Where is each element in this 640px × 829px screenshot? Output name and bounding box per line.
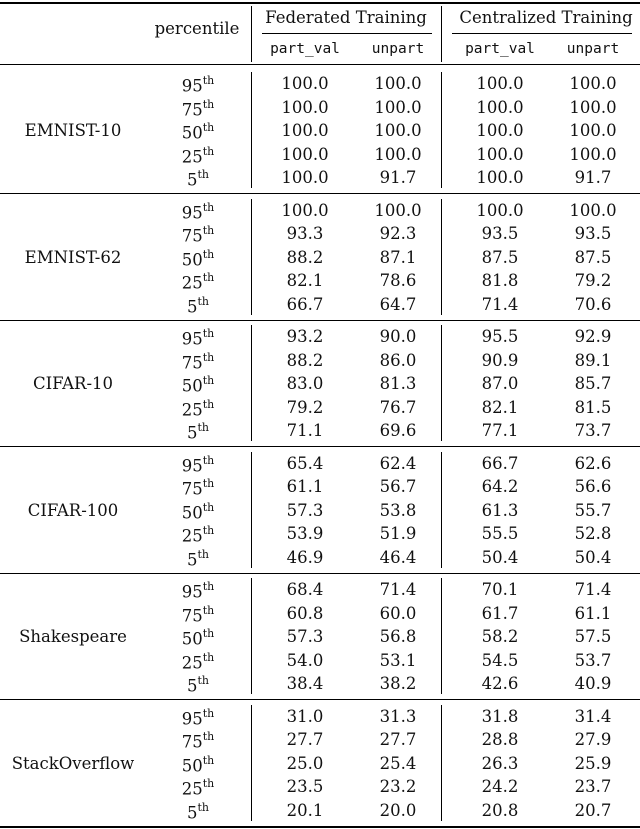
table-cell: 50.4 — [481, 547, 519, 567]
percentile-number: 95 — [181, 456, 203, 475]
vertical-rule — [441, 452, 442, 568]
percentile-label — [181, 453, 215, 475]
percentile-suffix: th — [202, 271, 215, 284]
table-cell: 64.2 — [481, 477, 519, 496]
percentile-suffix: th — [202, 327, 215, 340]
percentile-suffix: th — [197, 674, 210, 687]
table-cell: 56.7 — [379, 477, 417, 496]
table-cell: 53.1 — [379, 650, 417, 670]
header-group-centralized: Centralized Training — [459, 8, 633, 27]
percentile-label — [182, 779, 215, 798]
percentile-suffix: th — [202, 374, 215, 387]
percentile-number: 95 — [181, 709, 203, 728]
table-cell: 100.0 — [569, 74, 617, 93]
table-cell: 56.6 — [574, 477, 612, 496]
percentile-number: 5 — [186, 297, 198, 316]
percentile-suffix: th — [202, 247, 215, 261]
vertical-rule — [441, 705, 442, 821]
percentile-suffix: th — [202, 627, 215, 640]
table-cell: 95.5 — [481, 327, 519, 346]
table-cell: 61.7 — [481, 603, 519, 623]
table-cell: 57.3 — [286, 627, 324, 646]
percentile-number: 75 — [181, 479, 203, 499]
percentile-suffix: th — [202, 706, 215, 720]
percentile-label — [187, 170, 209, 189]
table-cell: 91.7 — [379, 168, 417, 187]
table-cell: 91.7 — [574, 168, 612, 187]
table-cell: 82.1 — [286, 271, 324, 290]
table-cell: 100.0 — [281, 200, 329, 220]
table-cell: 76.7 — [379, 397, 417, 417]
percentile-number: 75 — [181, 100, 203, 119]
table-cell: 58.2 — [481, 627, 519, 646]
table-cell: 61.1 — [574, 603, 612, 623]
percentile-number: 25 — [181, 526, 203, 546]
vertical-rule — [441, 72, 442, 188]
table-cell: 88.2 — [286, 350, 324, 370]
percentile-number: 5 — [186, 170, 198, 190]
percentile-suffix: th — [202, 524, 215, 537]
percentile-number: 25 — [181, 147, 203, 166]
table-cell: 68.4 — [286, 580, 324, 599]
table-cell: 93.2 — [286, 327, 324, 346]
table-cell: 55.7 — [574, 500, 612, 520]
percentile-suffix: th — [202, 350, 215, 364]
table-cell: 100.0 — [374, 200, 422, 220]
vertical-rule — [251, 72, 252, 188]
percentile-number: 75 — [181, 606, 203, 625]
table-cell: 20.8 — [481, 800, 519, 820]
table-cell: 81.5 — [574, 397, 612, 417]
percentile-suffix: th — [202, 753, 215, 767]
table-cell: 20.0 — [379, 800, 417, 820]
percentile-number: 75 — [181, 353, 203, 372]
table-cell: 70.1 — [481, 580, 519, 599]
table-cell: 87.5 — [574, 247, 612, 267]
vertical-rule — [441, 6, 442, 62]
table-cell: 71.1 — [286, 421, 324, 440]
table-cell: 92.3 — [379, 224, 417, 243]
percentile-suffix: th — [197, 421, 210, 434]
percentile-label — [186, 294, 210, 316]
table-cell: 93.5 — [574, 224, 612, 243]
table-cell: 27.7 — [286, 730, 324, 749]
dataset-name: CIFAR-100 — [27, 500, 119, 520]
percentile-suffix: th — [202, 603, 215, 617]
table-cell: 26.3 — [481, 753, 519, 773]
vertical-rule — [251, 199, 252, 315]
table-cell: 66.7 — [286, 294, 324, 314]
percentile-suffix: th — [202, 477, 215, 490]
table-cell: 25.9 — [574, 753, 612, 773]
table-cell: 100.0 — [569, 121, 617, 140]
table-cell: 100.0 — [281, 144, 329, 164]
dataset-name: Shakespeare — [19, 627, 127, 646]
table-cell: 79.2 — [574, 271, 612, 290]
table-cell: 53.9 — [286, 524, 324, 543]
percentile-number: 50 — [181, 123, 203, 143]
table-cell: 25.4 — [379, 753, 417, 773]
table-cell: 31.8 — [481, 706, 519, 726]
percentile-suffix: th — [202, 397, 215, 411]
percentile-number: 75 — [181, 732, 203, 752]
table-cell: 71.4 — [481, 294, 519, 314]
header-subcol-unpart: unpart — [566, 41, 620, 57]
dataset-name: EMNIST-10 — [24, 121, 122, 140]
table-cell: 61.1 — [286, 477, 324, 496]
percentile-label — [182, 123, 215, 142]
table-cell: 100.0 — [374, 121, 422, 140]
table-cell: 50.4 — [574, 547, 612, 567]
table-cell: 69.6 — [379, 421, 417, 440]
header-percentile-label: percentile — [154, 19, 240, 38]
table-cell: 71.4 — [379, 580, 417, 599]
percentile-suffix: th — [202, 650, 215, 664]
table-cell: 31.4 — [574, 706, 612, 726]
table-cell: 93.3 — [286, 224, 324, 243]
table-cell: 87.5 — [481, 247, 519, 267]
table-cell: 100.0 — [569, 200, 617, 220]
table-cell: 31.3 — [379, 706, 417, 726]
table-cell: 100.0 — [569, 144, 617, 164]
percentile-label — [182, 376, 215, 395]
table-cell: 93.5 — [481, 224, 519, 243]
table-cell: 100.0 — [476, 144, 524, 164]
table-cell: 46.9 — [286, 547, 324, 567]
table-cell: 38.4 — [286, 674, 324, 693]
table-cell: 100.0 — [281, 74, 329, 93]
dataset-name: StackOverflow — [11, 753, 135, 773]
percentile-number: 25 — [181, 779, 203, 799]
table-cell: 81.3 — [379, 374, 417, 393]
percentile-label — [181, 397, 215, 419]
horizontal-rule — [0, 573, 640, 574]
table-cell: 38.2 — [379, 674, 417, 693]
percentile-label — [181, 706, 215, 728]
percentile-label — [182, 732, 215, 751]
table-cell: 100.0 — [476, 168, 524, 187]
table-cell: 55.5 — [481, 524, 519, 543]
header-subcol-part-val: part_val — [270, 41, 340, 57]
percentile-label — [181, 650, 215, 672]
percentile-label — [182, 273, 215, 292]
table-cell: 20.7 — [574, 800, 612, 820]
vertical-rule — [251, 578, 252, 694]
table-cell: 62.6 — [574, 453, 612, 473]
percentile-number: 50 — [181, 250, 203, 269]
percentile-label — [181, 500, 215, 522]
percentile-label — [187, 676, 209, 695]
table-cell: 79.2 — [286, 397, 324, 417]
table-cell: 78.6 — [379, 271, 417, 290]
table-cell: 73.7 — [574, 421, 612, 440]
vertical-rule — [251, 705, 252, 821]
table-cell: 100.0 — [374, 97, 422, 117]
table-cell: 60.0 — [379, 603, 417, 623]
table-cell: 87.0 — [481, 374, 519, 393]
table-cell: 27.9 — [574, 730, 612, 749]
percentile-number: 25 — [181, 273, 203, 293]
percentile-label — [187, 423, 209, 442]
vertical-rule — [441, 578, 442, 694]
percentile-suffix: th — [197, 800, 210, 814]
horizontal-rule — [0, 446, 640, 447]
percentile-label — [182, 526, 215, 545]
percentile-label — [181, 97, 215, 119]
table-cell: 56.8 — [379, 627, 417, 646]
table-cell: 61.3 — [481, 500, 519, 520]
table-cell: 89.1 — [574, 350, 612, 370]
horizontal-rule — [0, 826, 640, 828]
percentile-label — [181, 144, 215, 166]
horizontal-rule — [0, 2, 640, 4]
percentile-number: 5 — [186, 423, 198, 443]
table-cell: 60.8 — [286, 603, 324, 623]
percentile-number: 5 — [186, 803, 198, 822]
percentile-number: 95 — [181, 203, 203, 222]
percentile-label — [182, 329, 215, 348]
table-cell: 100.0 — [476, 74, 524, 93]
table-cell: 71.4 — [574, 580, 612, 599]
table-cell: 88.2 — [286, 247, 324, 267]
header-subcol-unpart: unpart — [371, 41, 425, 57]
vertical-rule — [251, 325, 252, 441]
percentile-suffix: th — [202, 144, 215, 158]
table-cell: 28.8 — [481, 730, 519, 749]
table-cell: 66.7 — [481, 453, 519, 473]
horizontal-rule — [0, 699, 640, 700]
percentile-label — [182, 226, 215, 245]
table-cell: 100.0 — [476, 121, 524, 140]
table-cell: 65.4 — [286, 453, 324, 473]
table-cell: 51.9 — [379, 524, 417, 543]
table-cell: 100.0 — [281, 168, 329, 187]
table-cell: 85.7 — [574, 374, 612, 393]
table-cell: 54.5 — [481, 650, 519, 670]
percentile-number: 50 — [181, 629, 203, 649]
percentile-label — [182, 582, 215, 601]
table-cell: 86.0 — [379, 350, 417, 370]
percentile-label — [181, 247, 215, 269]
header-subcol-part-val: part_val — [465, 41, 535, 57]
percentile-number: 50 — [181, 756, 203, 775]
percentile-label — [182, 479, 215, 498]
percentile-number: 50 — [181, 376, 203, 396]
horizontal-rule — [0, 320, 640, 321]
table-cell: 42.6 — [481, 674, 519, 693]
table-cell: 31.0 — [286, 706, 324, 726]
table-cell: 64.7 — [379, 294, 417, 314]
table-cell: 90.0 — [379, 327, 417, 346]
table-cell: 20.1 — [286, 800, 324, 820]
table-cell: 53.8 — [379, 500, 417, 520]
percentile-number: 50 — [181, 503, 203, 522]
header-group-federated: Federated Training — [265, 8, 427, 27]
percentile-suffix: th — [202, 580, 215, 593]
table-cell: 81.8 — [481, 271, 519, 290]
table-cell: 92.9 — [574, 327, 612, 346]
percentile-number: 25 — [181, 653, 203, 672]
percentile-suffix: th — [197, 547, 210, 561]
table-cell: 77.1 — [481, 421, 519, 440]
percentile-suffix: th — [202, 97, 215, 111]
percentile-number: 25 — [181, 400, 203, 419]
percentile-label — [182, 629, 215, 648]
table-cell: 46.4 — [379, 547, 417, 567]
percentile-suffix: th — [202, 777, 215, 790]
vertical-rule — [441, 325, 442, 441]
table-cell: 87.1 — [379, 247, 417, 267]
percentile-number: 5 — [186, 550, 198, 569]
percentile-label — [181, 350, 215, 372]
table-cell: 57.3 — [286, 500, 324, 520]
percentile-label — [181, 753, 215, 775]
percentile-label — [186, 547, 210, 569]
table-cell: 100.0 — [476, 200, 524, 220]
percentile-label — [181, 200, 215, 222]
table-cell: 70.6 — [574, 294, 612, 314]
percentile-suffix: th — [202, 224, 215, 237]
table-cell: 100.0 — [374, 74, 422, 93]
percentile-number: 75 — [181, 226, 203, 246]
vertical-rule — [441, 199, 442, 315]
percentile-label — [181, 603, 215, 625]
table-cell: 40.9 — [574, 674, 612, 693]
table-cell: 53.7 — [574, 650, 612, 670]
horizontal-rule — [0, 64, 640, 65]
percentile-suffix: th — [202, 121, 215, 134]
percentile-number: 95 — [181, 582, 203, 602]
table-cell: 100.0 — [281, 97, 329, 117]
table-cell: 23.2 — [379, 777, 417, 796]
percentile-suffix: th — [197, 294, 210, 308]
group-underline — [452, 33, 632, 34]
dataset-name: EMNIST-62 — [24, 247, 122, 267]
table-cell: 24.2 — [481, 777, 519, 796]
table-cell: 62.4 — [379, 453, 417, 473]
percentile-suffix: th — [202, 200, 215, 214]
table-cell: 54.0 — [286, 650, 324, 670]
vertical-rule — [251, 6, 252, 62]
percentile-number: 95 — [181, 329, 203, 349]
table-cell: 52.8 — [574, 524, 612, 543]
horizontal-rule — [0, 193, 640, 194]
table-cell: 100.0 — [476, 97, 524, 117]
vertical-rule — [251, 452, 252, 568]
percentile-suffix: th — [202, 453, 215, 467]
percentile-suffix: th — [202, 730, 215, 743]
group-underline — [262, 33, 432, 34]
table-cell: 82.1 — [481, 397, 519, 417]
percentile-number: 95 — [181, 76, 203, 96]
dataset-name: CIFAR-10 — [32, 374, 114, 393]
table-cell: 23.5 — [286, 777, 324, 796]
percentile-label — [186, 800, 210, 822]
table-cell: 27.7 — [379, 730, 417, 749]
percentile-suffix: th — [202, 74, 215, 87]
percentile-suffix: th — [202, 500, 215, 514]
table-cell: 90.9 — [481, 350, 519, 370]
percentile-suffix: th — [197, 168, 210, 181]
table-cell: 23.7 — [574, 777, 612, 796]
percentile-number: 5 — [186, 676, 198, 696]
table-cell: 100.0 — [281, 121, 329, 140]
table-cell: 25.0 — [286, 753, 324, 773]
table-cell: 100.0 — [374, 144, 422, 164]
table-cell: 83.0 — [286, 374, 324, 393]
percentile-label — [182, 76, 215, 95]
table-cell: 57.5 — [574, 627, 612, 646]
table-cell: 100.0 — [569, 97, 617, 117]
